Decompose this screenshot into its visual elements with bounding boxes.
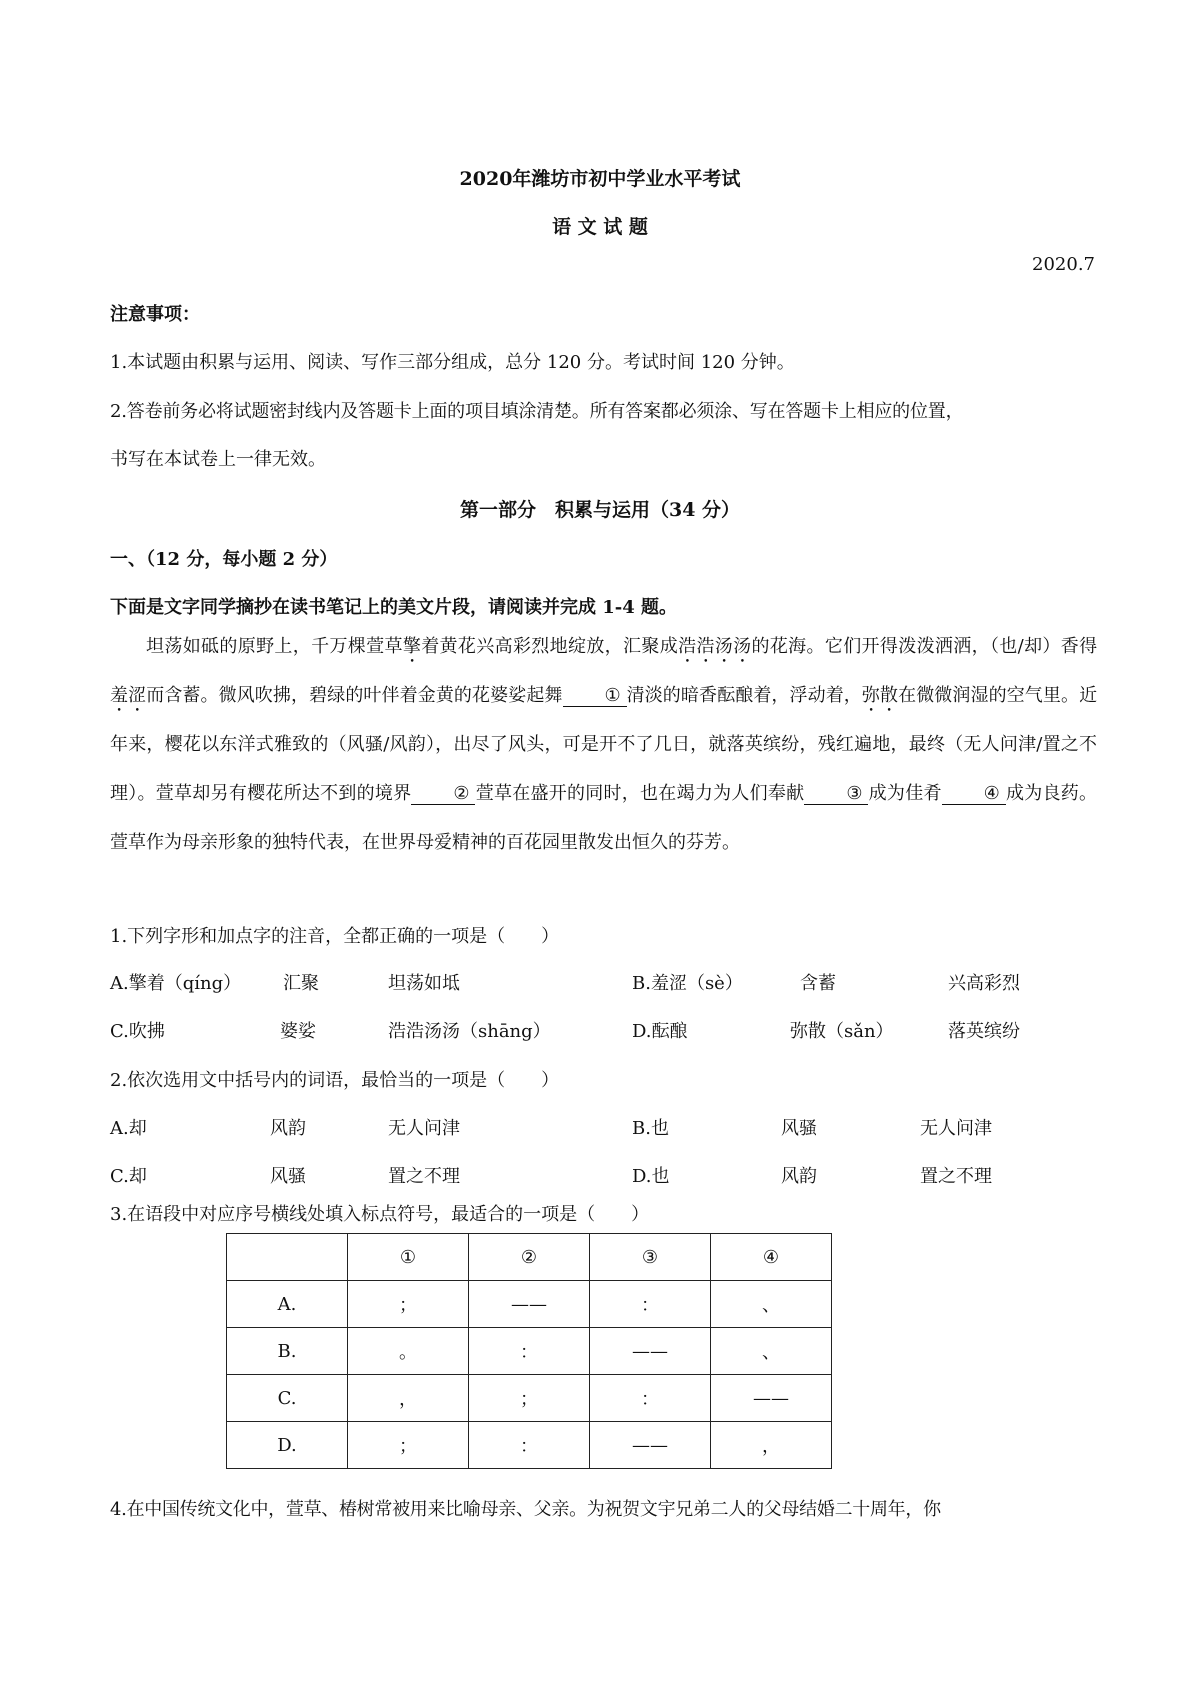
q2-option-c-word: 风骚	[270, 1166, 306, 1187]
notes-item-1: 1.本试题由积累与运用、阅读、写作三部分组成，总分 120 分。考试时间 120 分钟。	[110, 352, 795, 373]
table-cell: ；	[348, 1281, 469, 1328]
passage-text: 落英缤纷	[726, 734, 800, 755]
dotted-char: 羞涩	[110, 685, 147, 706]
q2-option-a-word: 无人问津	[388, 1118, 460, 1139]
notes-item-2-line-2: 书写在本试卷上一律无效。	[110, 449, 326, 470]
passage-text: 兴高彩烈	[476, 636, 550, 657]
table-row	[227, 1375, 832, 1422]
passage-text: 清淡的暗香	[626, 685, 718, 706]
question-3-stem: 3.在语段中对应序号横线处填入标点符号，最适合的一项是（ ）	[110, 1204, 650, 1225]
dotted-char: 弥散	[861, 685, 899, 706]
passage-text: 的花海。它们开得泼泼洒洒，（也/却）香得	[751, 636, 1098, 657]
q2-option-d-word: 风韵	[781, 1166, 817, 1187]
passage-text: 在微微润湿的空气里。近年来，樱花以东洋式雅致的（风骚/风韵），出尽了风头，可是开不了几日，就	[110, 685, 1098, 755]
table-cell: ：	[590, 1375, 711, 1422]
table-header-cell: ①	[348, 1234, 469, 1281]
q2-option-c: C.却	[110, 1166, 147, 1187]
passage-text: 起舞	[526, 685, 563, 706]
table-cell: ：	[469, 1328, 590, 1375]
exam-date: 2020.7	[1032, 254, 1095, 275]
table-header-row	[227, 1234, 832, 1281]
q2-option-a-word: 风韵	[270, 1118, 306, 1139]
q2-option-b-word: 风骚	[781, 1118, 817, 1139]
passage-intro: 下面是文字同学摘抄在读书笔记上的美文片段，请阅读并完成 1-4 题。	[110, 597, 678, 618]
passage-text: 地绽放，汇	[549, 636, 642, 657]
blank-4: ④	[942, 784, 1006, 805]
passage-text: 拂	[272, 685, 292, 706]
table-header-cell	[227, 1234, 348, 1281]
blank-1: ①	[563, 686, 627, 707]
table-cell: 。	[348, 1328, 469, 1375]
table-cell: 、	[711, 1281, 832, 1328]
table-cell: A.	[227, 1281, 348, 1328]
passage-text: 着，浮动着，	[753, 685, 862, 706]
blank-3: ③	[804, 784, 868, 805]
table-row	[227, 1328, 832, 1375]
table-cell: D.	[227, 1422, 348, 1469]
notes-item-2-line-1: 2.答卷前务必将试题密封线内及答题卡上面的项目填涂清楚。所有答案都必须涂、写在答题卡上相应的位置，	[110, 401, 964, 422]
question-4-stem: 4.在中国传统文化中，萱草、椿树常被用来比喻母亲、父亲。为祝贺文宇兄弟二人的父母结婚二十周年，你	[110, 1499, 941, 1520]
passage-text: 。微风吹	[200, 685, 273, 706]
q1-option-b-word: 含蓄	[800, 973, 836, 994]
table-cell: ：	[469, 1422, 590, 1469]
passage-text: ，残红遍地，最终（无人问津/置之不理）。萱草却另有樱花所达不到的境界	[110, 734, 1097, 804]
q2-option-b: B.也	[632, 1118, 669, 1139]
table-cell: 、	[711, 1328, 832, 1375]
passage-text: 婆娑	[490, 685, 527, 706]
table-cell: ：	[590, 1281, 711, 1328]
table-cell: ，	[711, 1422, 832, 1469]
question-2-stem: 2.依次选用文中括号内的词语，最恰当的一项是（ ）	[110, 1070, 560, 1091]
passage-text: 成为良药。萱草作为母亲形象的独特代表，在世界母爱精神的百花园里散发出恒久的芬芳。	[110, 783, 1098, 853]
q2-option-d-word: 置之不理	[920, 1166, 992, 1187]
q1-option-a: A.擎着（qíng）	[110, 973, 242, 994]
table-cell: ——	[469, 1281, 590, 1328]
notes-heading: 注意事项：	[110, 304, 200, 325]
q1-option-d-word: 弥散（sǎn）	[790, 1021, 894, 1042]
punctuation-table	[226, 1233, 832, 1469]
q1-option-a-word: 坦荡如坻	[388, 973, 460, 994]
q1-option-c-word: 婆娑	[280, 1021, 316, 1042]
table-row	[227, 1281, 832, 1328]
blank-2: ②	[411, 784, 475, 805]
passage-text: 聚	[641, 636, 660, 657]
q1-option-d: D.酝酿	[632, 1021, 688, 1042]
reading-passage	[110, 622, 1097, 867]
passage-text: 坦荡如砥	[146, 636, 220, 657]
table-cell: ；	[469, 1375, 590, 1422]
q1-option-d-word: 落英缤纷	[948, 1021, 1020, 1042]
q2-option-b-word: 无人问津	[920, 1118, 992, 1139]
passage-text: 着黄花	[421, 636, 477, 657]
passage-text: 的原野上，千万棵萱草	[219, 636, 403, 657]
q1-option-b: B.羞涩（sè）	[632, 973, 743, 994]
q2-option-d: D.也	[632, 1166, 670, 1187]
q1-option-c: C.吹拂	[110, 1021, 165, 1042]
table-cell: C.	[227, 1375, 348, 1422]
dotted-char: 浩浩汤汤	[678, 636, 752, 657]
table-cell: ——	[590, 1328, 711, 1375]
table-cell: B.	[227, 1328, 348, 1375]
passage-text: 成	[659, 636, 679, 657]
table-cell: ——	[590, 1422, 711, 1469]
passage-text: 成为佳肴	[868, 783, 942, 804]
table-header-cell: ②	[469, 1234, 590, 1281]
question-1-stem: 1.下列字形和加点字的注音，全都正确的一项是（ ）	[110, 926, 560, 947]
table-cell: ；	[348, 1422, 469, 1469]
table-header-cell: ③	[590, 1234, 711, 1281]
q1-option-c-word: 浩浩汤汤（shāng）	[388, 1021, 551, 1042]
q1-option-a-word: 汇聚	[283, 973, 319, 994]
table-header-cell: ④	[711, 1234, 832, 1281]
passage-text: 而	[146, 685, 165, 706]
q2-option-a: A.却	[110, 1118, 147, 1139]
passage-text: 含蓄	[164, 685, 201, 706]
part1-heading: 第一部分 积累与运用（34 分）	[459, 499, 741, 521]
table-cell: ，	[348, 1375, 469, 1422]
passage-text: ，碧绿的叶伴着金黄的花	[291, 685, 491, 706]
table-cell: ——	[711, 1375, 832, 1422]
q2-option-c-word: 置之不理	[388, 1166, 460, 1187]
exam-title: 2020年潍坊市初中学业水平考试	[459, 168, 741, 190]
section-heading: 一、（12 分，每小题 2 分）	[110, 549, 338, 570]
passage-text: 萱草在盛开的同时，也在竭力为人们奉献	[475, 783, 805, 804]
q1-option-b-word: 兴高彩烈	[948, 973, 1020, 994]
dotted-char: 擎	[402, 636, 422, 657]
table-row	[227, 1422, 832, 1469]
passage-text: 酝酿	[717, 685, 754, 706]
exam-subtitle: 语 文 试 题	[552, 216, 648, 238]
